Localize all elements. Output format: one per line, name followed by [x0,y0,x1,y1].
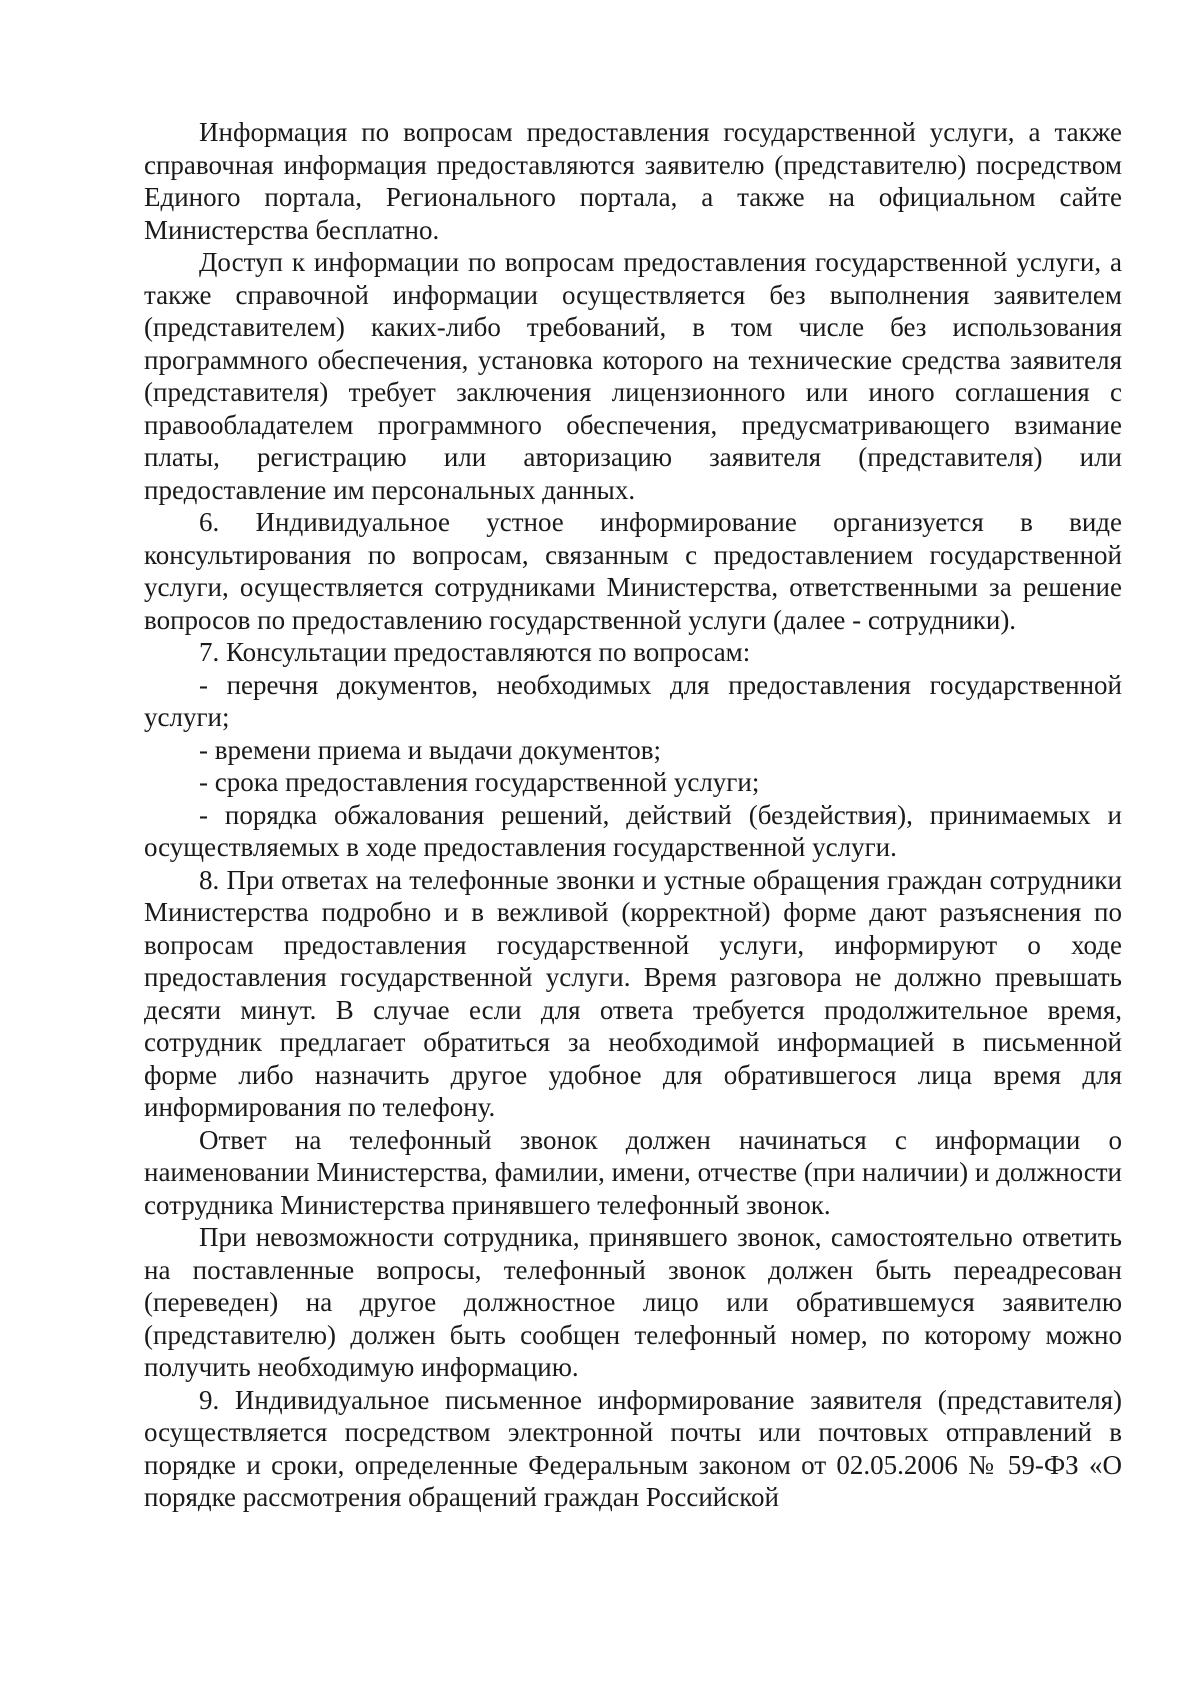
paragraph-item-9: 9. Индивидуальное письменное информирование заявителя (представителя) осуществляется посредством электронной почты или почтовых отправлений в порядке и сроки, определенные Федеральным законом от 02.05.2006 № 59-ФЗ «О порядке рассмотрения обращений граждан Российской [144,1384,1122,1512]
document-page [144,116,1122,1514]
paragraph-info-free: Информация по вопросам предоставления государственной услуги, а также справочная информация предоставляются заявителю (представителю) посредством Единого портала, Регионального портала, а также на официальном сайте Министерства бесплатно. [144,117,1122,245]
list-item-service-term: - срока предоставления государственной услуги; [199,767,760,797]
paragraph-phone-answer: Ответ на телефонный звонок должен начинаться с информации о наименовании Министерства, фамилии, имени, отчестве (при наличии) и должности сотрудника Министерства принявшего телефонный звонок. [144,1124,1122,1220]
list-item-documents: - перечня документов, необходимых для предоставления государственной услуги; [144,669,1122,732]
list-item-appeal-procedure: - порядка обжалования решений, действий (бездействия), принимаемых и осуществляемых в ходе предоставления государственной услуги. [144,799,1122,862]
paragraph-call-redirect: При невозможности сотрудника, принявшего звонок, самостоятельно ответить на поставленные вопросы, телефонный звонок должен быть переадресован (переведен) на другое должностное лицо или обратившемуся заявителю (представителю) должен быть сообщен телефонный номер, по которому можно получить необходимую информацию. [144,1222,1122,1382]
paragraph-access-without-requirements: Доступ к информации по вопросам предоставления государственной услуги, а также справочной информации осуществляется без выполнения заявителем (представителем) каких-либо требований, в том числе без использования программного обеспечения, установка которого на технические средства заявителя (представителя) требует заключения лицензионного или иного соглашения с правообладателем программного обеспечения, предусматривающего взимание платы, регистрацию или авторизацию заявителя (представителя) или предоставление им персональных данных. [144,247,1122,505]
list-item-reception-time: - времени приема и выдачи документов; [199,734,662,765]
paragraph-item-6: 6. Индивидуальное устное информирование организуется в виде консультирования по вопросам, связанным с предоставлением государственной услуги, осуществляется сотрудниками Министерства, ответственными за решение вопросов по предоставлению государственной услуги (далее - сотрудники). [144,507,1122,635]
paragraph-item-8: 8. При ответах на телефонные звонки и устные обращения граждан сотрудники Министерства подробно и в вежливой (корректной) форме дают разъяснения по вопросам предоставления государственной услуги, информируют о ходе предоставления государственной услуги. Время разговора не должно превышать десяти минут. В случае если для ответа требуется продолжительное время, сотрудник предлагает обратиться за необходимой информацией в письменной форме либо назначить другое удобное для обратившегося лица время для информирования по телефону. [144,864,1122,1122]
paragraph-item-7: 7. Консультации предоставляются по вопросам: [199,637,751,667]
